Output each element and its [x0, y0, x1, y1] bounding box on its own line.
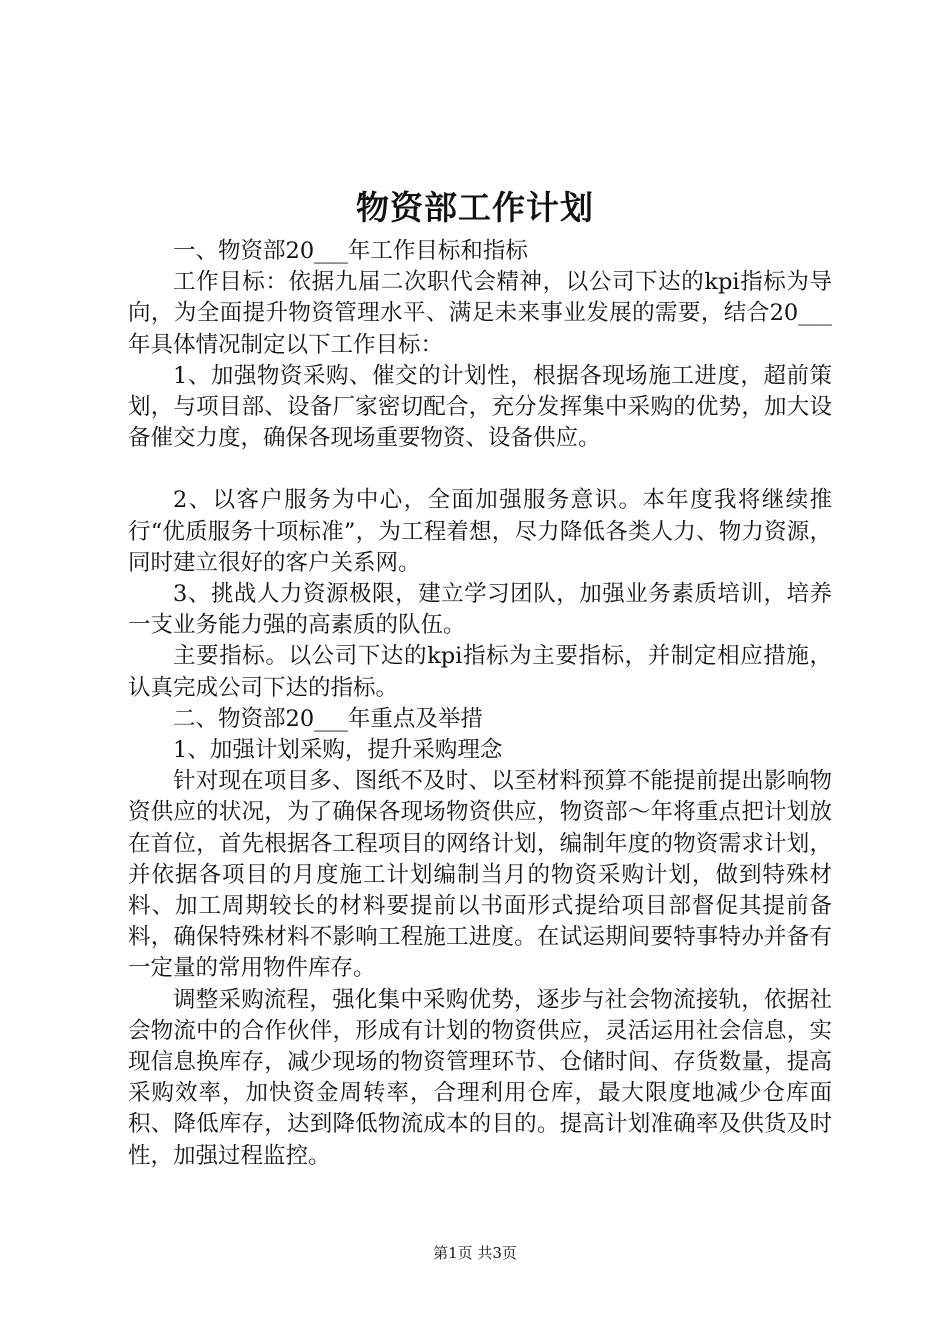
paragraph-main-indicators: 主要指标。以公司下达的kpi指标为主要指标，并制定相应措施，认真完成公司下达的指标。 — [128, 643, 832, 701]
paragraph-plan-purchasing: 针对现在项目多、图纸不及时、以至材料预算不能提前提出影响物资供应的状况，为了确保各现场物资供应，物资部～年将重点把计划放在首位，首先根据各工程项目的网络计划，编制年度的物资需求计划，并依据各项目的月度施工计划编制当月的物资采购计划，做到特殊材料、加工周期较长的材料要提前以书面形式提给项目部督促其提前备料，确保特殊材料不影响工程施工进度。在试运期间要特事特办并备有一定量的常用物件库存。 — [128, 768, 832, 982]
paragraph-adjust-process: 调整采购流程，强化集中采购优势，逐步与社会物流接轨，依据社会物流中的合作伙伴，形成有计划的物资供应，灵活运用社会信息，实现信息换库存，减少现场的物资管理环节、仓储时间、存货数量，提高采购效率，加快资金周转率，合理利用仓库，最大限度地减少仓库面积、降低库存，达到降低物流成本的目的。提高计划准确率及供货及时性，加强过程监控。 — [128, 986, 832, 1169]
subheading-plan-purchasing: 1、加强计划采购，提升采购理念 — [173, 737, 503, 764]
paragraph-goal-item-2: 2、以客户服务为中心，全面加强服务意识。本年度我将继续推行“优质服务十项标准”，为工程着想，尽力降低各类人力、物力资源，同时建立很好的客户关系网。 — [128, 487, 832, 576]
paragraph-goal-item-1: 1、加强物资采购、催交的计划性，根据各现场施工进度，超前策划，与项目部、设备厂家密切配合，充分发挥集中采购的优势，加大设备催交力度，确保各现场重要物资、设备供应。 — [128, 362, 832, 452]
page-number-footer: 第1页 共3页 — [433, 1244, 517, 1262]
section-heading-measures: 二、物资部20___年重点及举措 — [173, 705, 483, 732]
section-heading-goals: 一、物资部20___年工作目标和指标 — [173, 238, 528, 264]
paragraph-goal-item-3: 3、挑战人力资源极限，建立学习团队，加强业务素质培训，培养一支业务能力强的高素质的队伍。 — [128, 581, 832, 639]
document-body — [128, 236, 832, 1172]
paragraph-work-goal: 工作目标：依据九届二次职代会精神，以公司下达的kpi指标为导向，为全面提升物资管理水平、满足未来事业发展的需要，结合20___年具体情况制定以下工作目标： — [128, 269, 832, 358]
document-title: 物资部工作计划 — [356, 188, 594, 227]
